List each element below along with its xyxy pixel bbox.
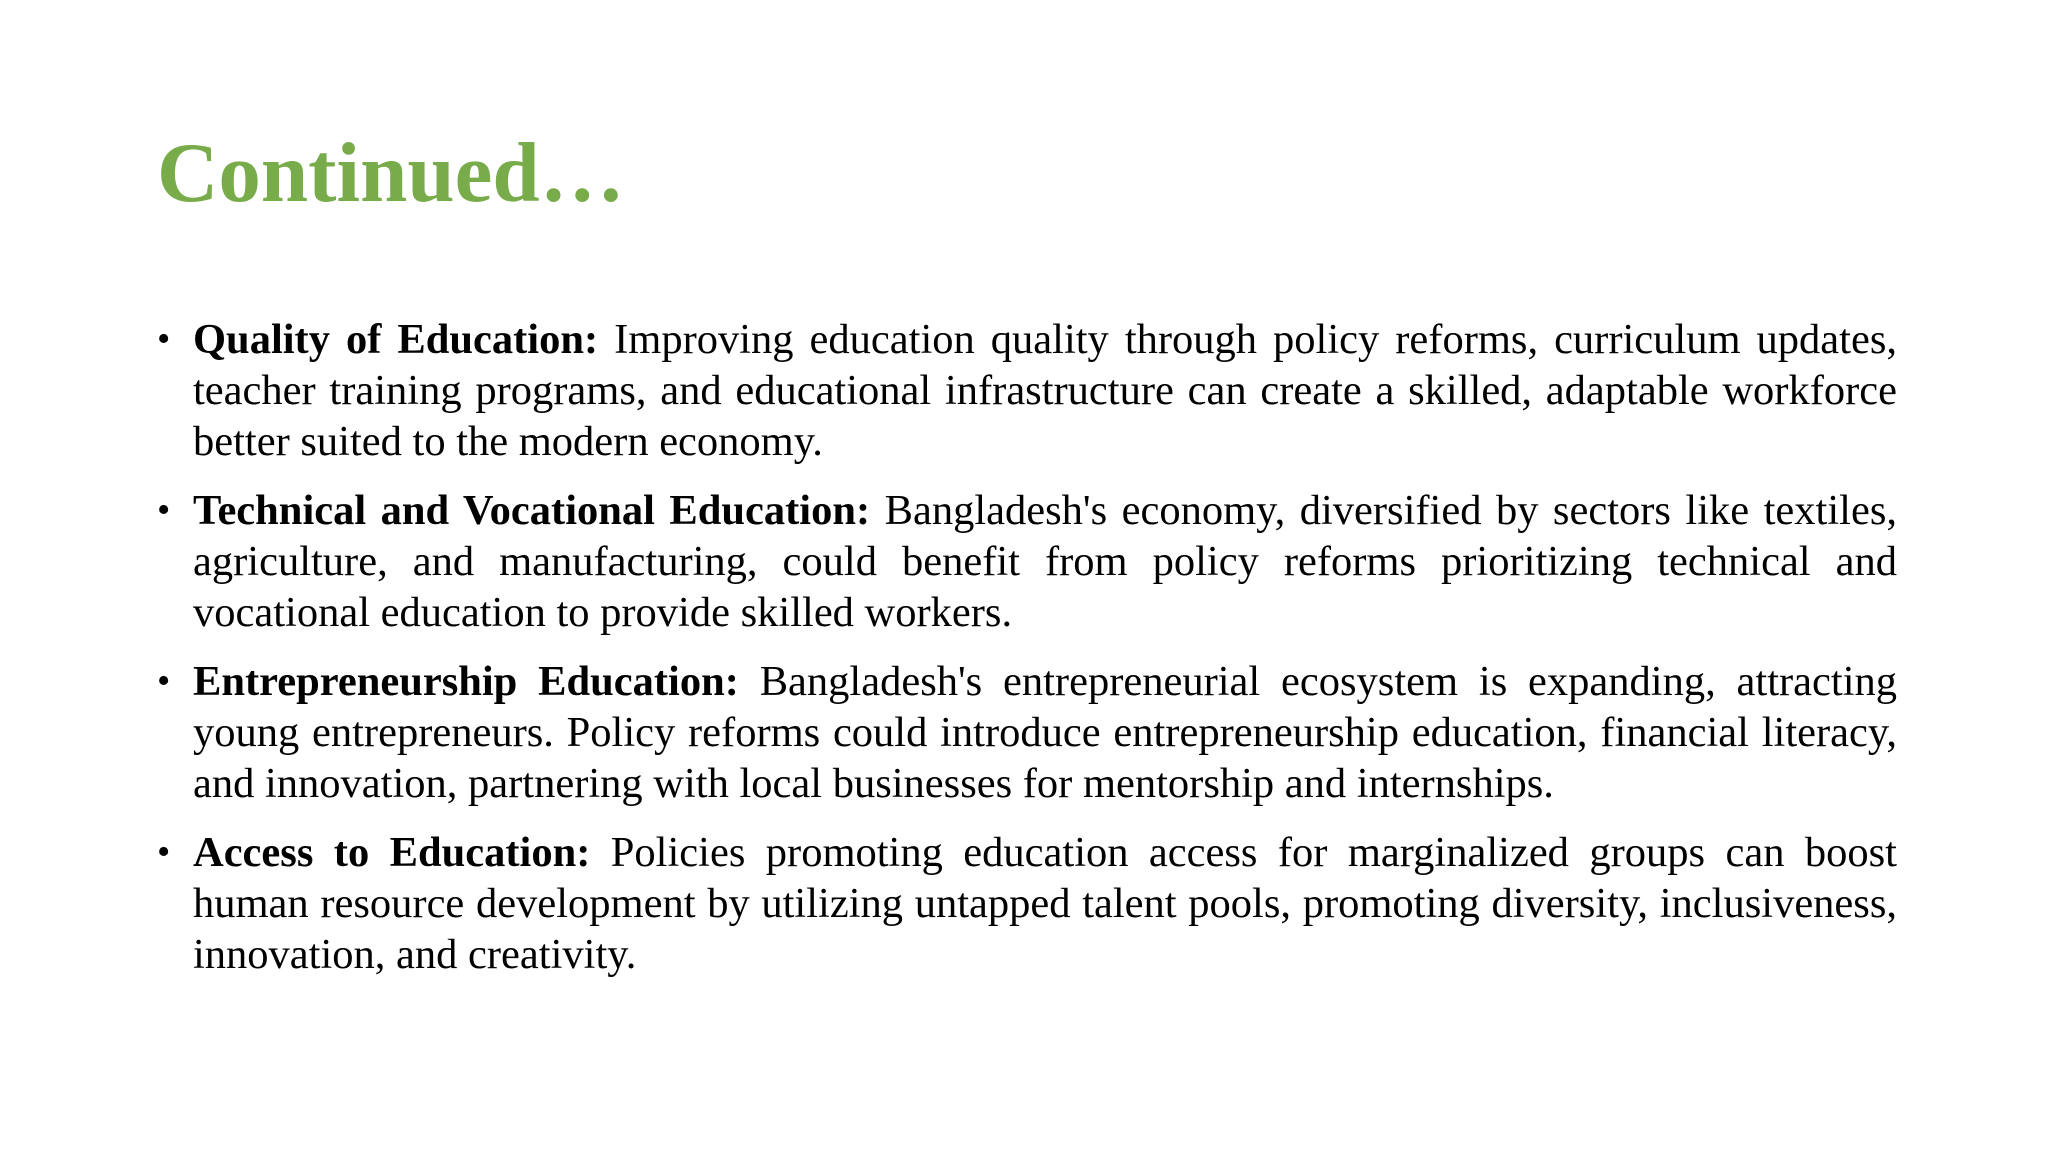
bullet-icon: •	[157, 318, 171, 360]
bullet-list	[157, 314, 1897, 998]
bullet-icon: •	[157, 831, 171, 873]
bullet-icon: •	[157, 489, 171, 531]
bullet-item-entrepreneurship-education	[157, 656, 1897, 809]
bullet-term: Technical and Vocational Education:	[193, 487, 885, 534]
bullet-term: Access to Education:	[193, 829, 611, 876]
bullet-text: Improving education quality through policy reforms, curriculum updates, teacher training programs, and educational infrastructure can create a skilled, adaptable workforce better suited to the modern economy.	[193, 316, 1897, 465]
bullet-text: Bangladesh's entrepreneurial ecosystem is expanding, attracting young entrepreneurs. Policy reforms could introduce entrepreneurship education, financial literacy, and innovation, partnering with local businesses for mentorship and internships.	[193, 658, 1898, 807]
bullet-item-quality-of-education	[157, 314, 1897, 467]
bullet-item-access-to-education	[157, 827, 1897, 980]
bullet-text: Policies promoting education access for marginalized groups can boost human resource development by utilizing untapped talent pools, promoting diversity, inclusiveness, innovation, and creativity.	[193, 829, 1897, 978]
slide-title: Continued…	[157, 126, 625, 220]
bullet-term: Quality of Education:	[193, 316, 615, 363]
bullet-text: Bangladesh's economy, diversified by sectors like textiles, agriculture, and manufacturing, could benefit from policy reforms prioritizing technical and vocational education to provide skilled workers.	[193, 487, 1897, 636]
bullet-term: Entrepreneurship Education:	[193, 658, 760, 705]
bullet-icon: •	[157, 660, 171, 702]
bullet-item-technical-vocational-education	[157, 485, 1897, 638]
